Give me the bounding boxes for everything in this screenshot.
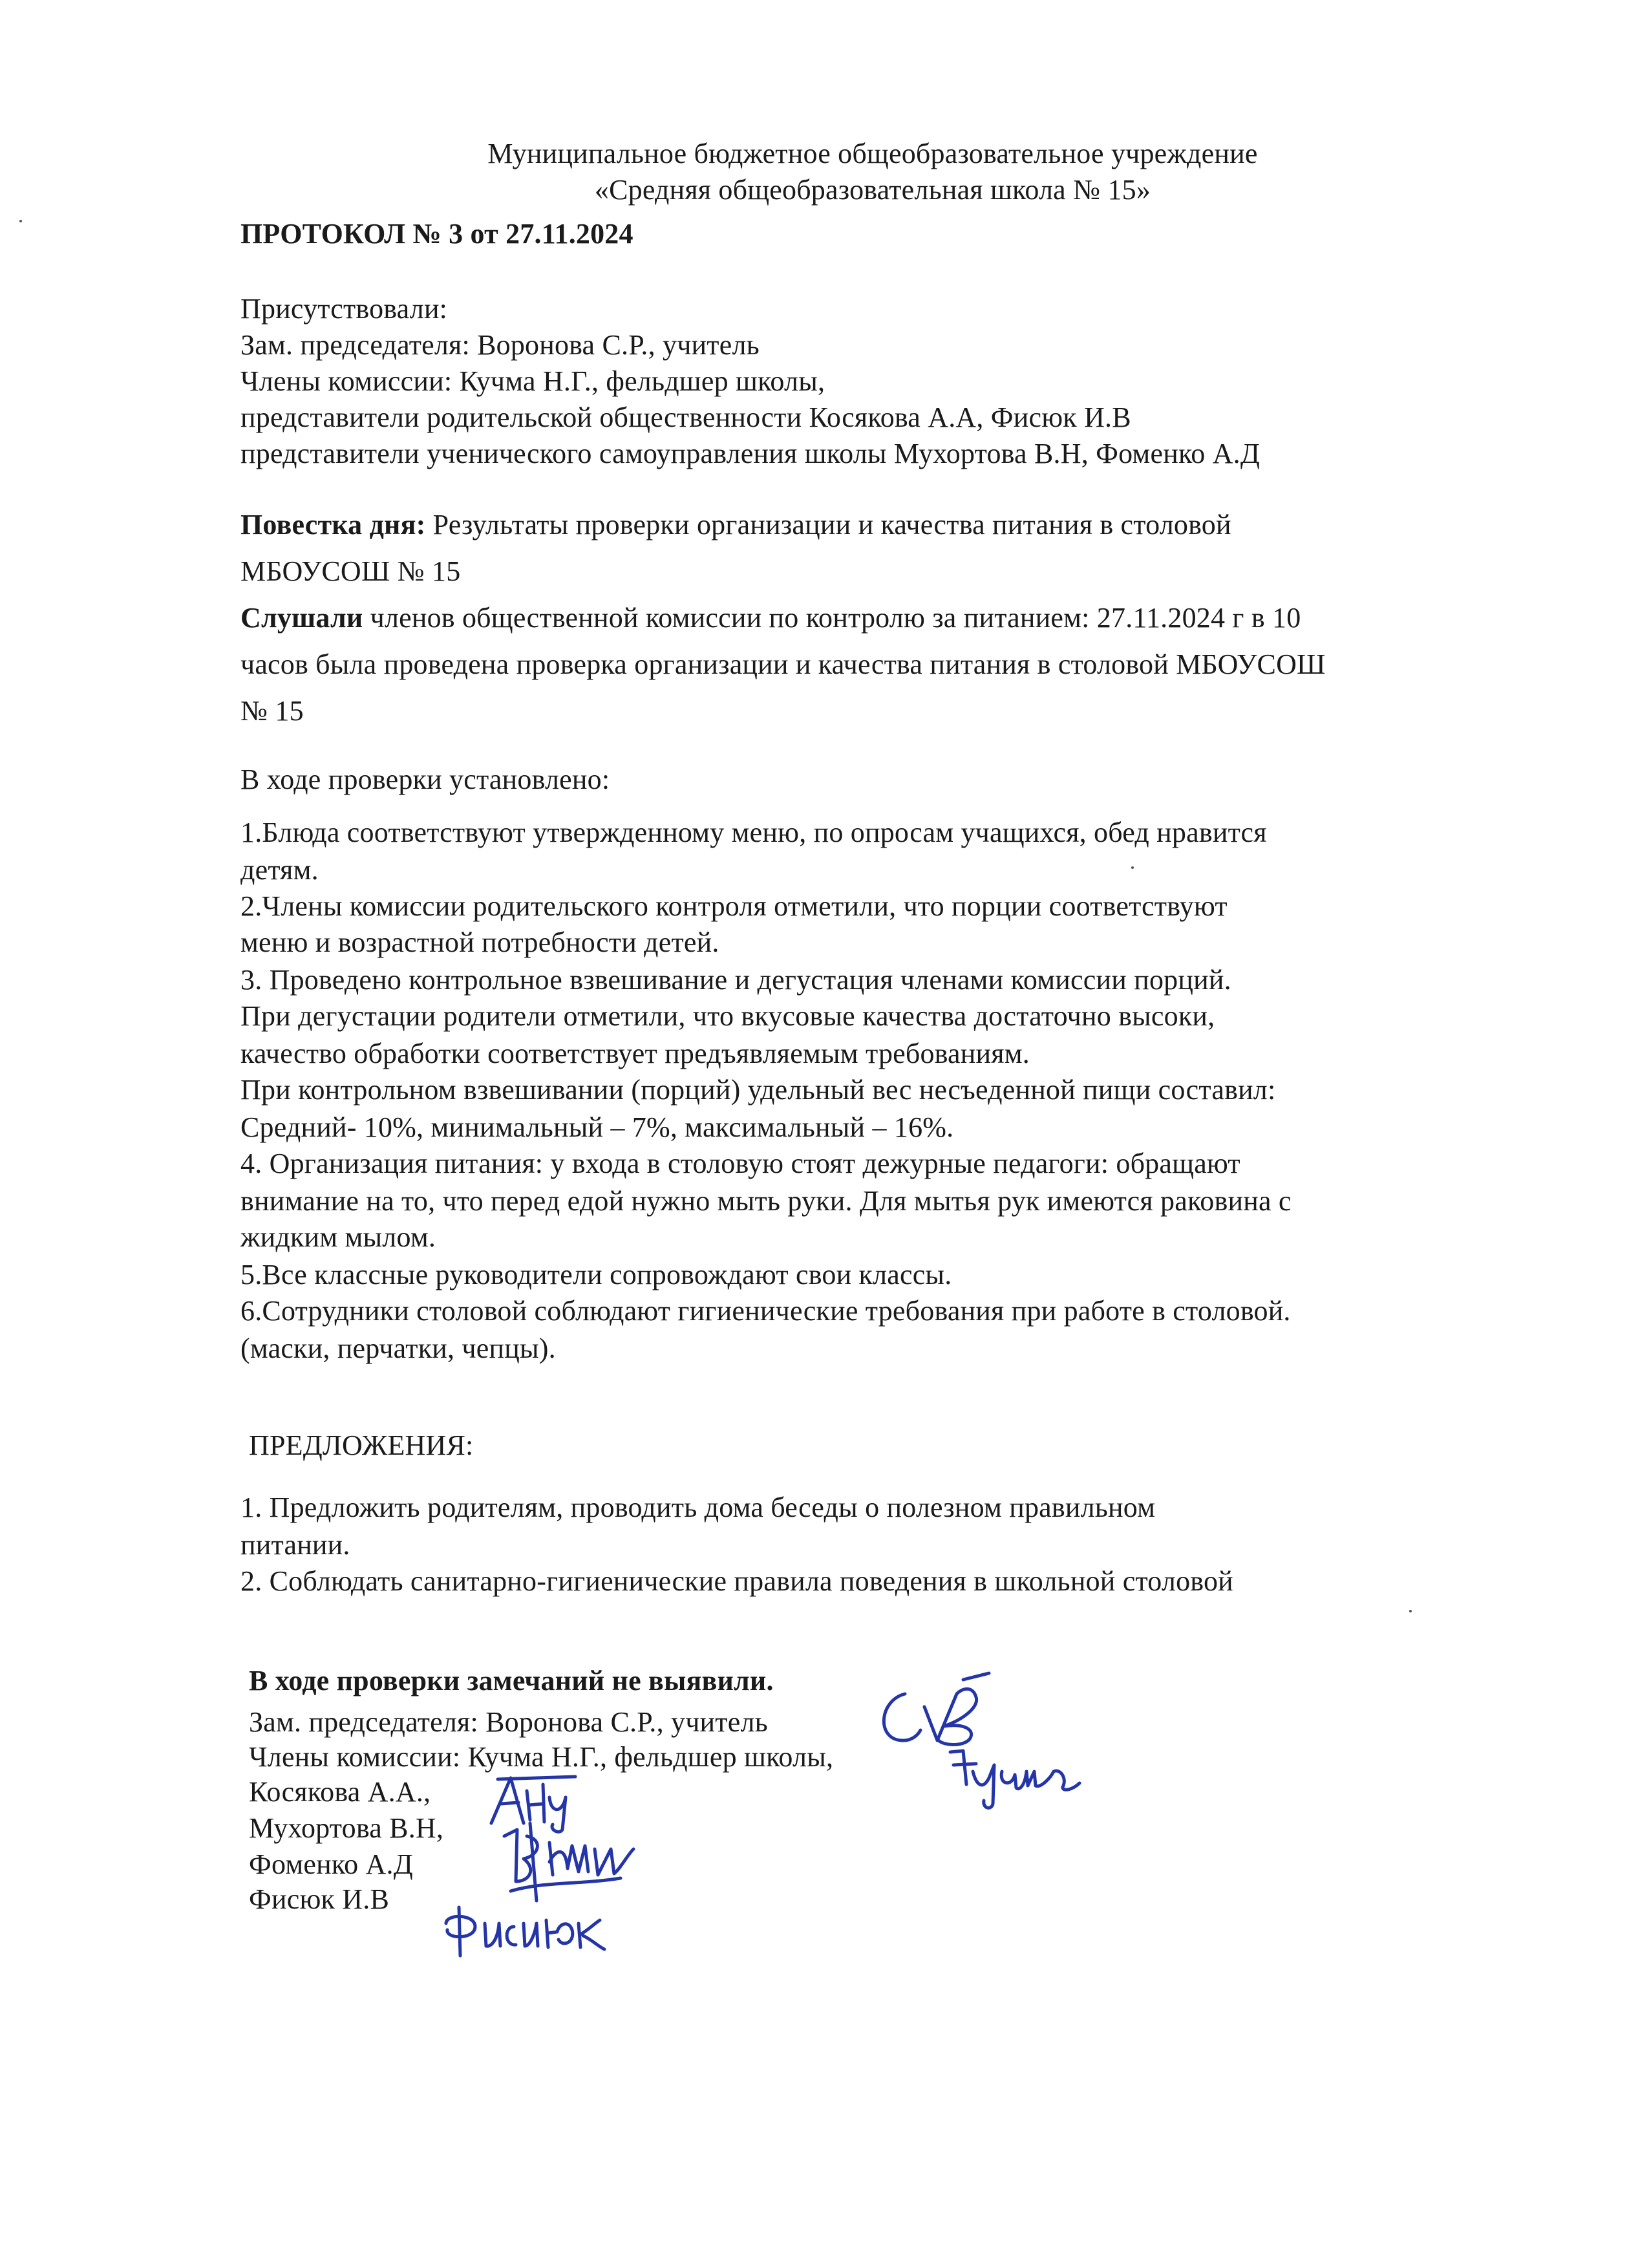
signatory-fomenko: Фоменко А.Д	[249, 1848, 413, 1880]
finding-line: (маски, перчатки, чепцы).	[240, 1332, 556, 1364]
signatory-deputy-chair: Зам. председателя: Воронова С.Р., учитель	[249, 1706, 768, 1738]
attendee-parents: представители родительской общественности Косякова А.А, Фисюк И.В	[240, 401, 1131, 433]
finding-line: Средний- 10%, минимальный – 7%, максимальный – 16%.	[240, 1111, 954, 1143]
scan-speck	[1409, 1610, 1412, 1612]
findings-heading: В ходе проверки установлено:	[240, 764, 610, 795]
protocol-title: ПРОТОКОЛ № 3 от 27.11.2024	[240, 218, 633, 250]
finding-line: 1.Блюда соответствуют утвержденному меню, по опросам учащихся, обед нравится	[240, 817, 1267, 848]
heard-line-3: № 15	[240, 695, 304, 727]
heard-label: Слушали	[240, 602, 363, 634]
signatory-kosyakova: Косякова А.А.,	[249, 1776, 431, 1808]
signature-fisyuk	[440, 1894, 633, 1965]
finding-line: 6.Сотрудники столовой соблюдают гигиенические требования при работе в столовой.	[240, 1295, 1291, 1327]
attendee-deputy-chair: Зам. председателя: Воронова С.Р., учитель	[240, 329, 760, 361]
proposal-line: 1. Предложить родителям, проводить дома беседы о полезном правильном	[240, 1492, 1156, 1523]
proposal-line: 2. Соблюдать санитарно-гигиенические правила поведения в школьной столовой	[240, 1565, 1233, 1597]
proposal-line: питании.	[240, 1529, 350, 1561]
finding-line: внимание на то, что перед едой нужно мыть руки. Для мытья рук имеются раковина с	[240, 1185, 1292, 1217]
finding-line: При дегустации родители отметили, что вкусовые качества достаточно высоки,	[240, 1000, 1215, 1032]
agenda-label: Повестка дня:	[240, 509, 426, 540]
signatory-fisyuk: Фисюк И.В	[249, 1883, 390, 1915]
heard-line-2: часов была проведена проверка организации и качества питания в столовой МБОУСОШ	[240, 648, 1326, 680]
signatory-mukhortova: Мухортова В.Н,	[249, 1812, 444, 1844]
signature-mukhortova	[491, 1810, 646, 1907]
signatory-members: Члены комиссии: Кучма Н.Г., фельдшер школы,	[249, 1741, 834, 1773]
finding-line: качество обработки соответствует предъявляемым требованиям.	[240, 1038, 1030, 1069]
scan-speck	[19, 220, 22, 222]
agenda-line-1	[240, 507, 1231, 543]
org-name-line-2: «Средняя общеобразовательная школа № 15»	[594, 174, 1151, 206]
finding-line: меню и возрастной потребности детей.	[240, 926, 719, 958]
finding-line: При контрольном взвешивании (порций) удельный вес несъеденной пищи составил:	[240, 1074, 1276, 1106]
heard-line-1	[240, 600, 1301, 636]
scan-speck	[1131, 866, 1134, 869]
attendee-students: представители ученического самоуправления школы Мухортова В.Н, Фоменко А.Д	[240, 438, 1261, 469]
attendee-members: Члены комиссии: Кучма Н.Г., фельдшер школы,	[240, 365, 825, 397]
finding-line: жидким мылом.	[240, 1221, 436, 1253]
proposals-heading: ПРЕДЛОЖЕНИЯ:	[249, 1429, 474, 1461]
finding-line: 4. Организация питания: у входа в столовую стоят дежурные педагоги: обращают	[240, 1148, 1240, 1179]
attendees-heading: Присутствовали:	[240, 293, 448, 325]
finding-line: детям.	[240, 854, 319, 886]
signature-kuchma	[937, 1733, 1105, 1817]
agenda-text-1: Результаты проверки организации и качества питания в столовой	[425, 509, 1231, 540]
agenda-line-2: МБОУСОШ № 15	[240, 555, 461, 587]
finding-line: 3. Проведено контрольное взвешивание и дегустация членами комиссии порций.	[240, 964, 1231, 996]
org-name-line-1: Муниципальное бюджетное общеобразовательное учреждение	[487, 138, 1258, 169]
finding-line: 5.Все классные руководители сопровождают свои классы.	[240, 1259, 952, 1290]
conclusion-heading: В ходе проверки замечаний не выявили.	[249, 1665, 774, 1696]
heard-text-1: членов общественной комиссии по контролю за питанием: 27.11.2024 г в 10	[363, 602, 1301, 634]
finding-line: 2.Члены комиссии родительского контроля отметили, что порции соответствуют	[240, 890, 1228, 922]
